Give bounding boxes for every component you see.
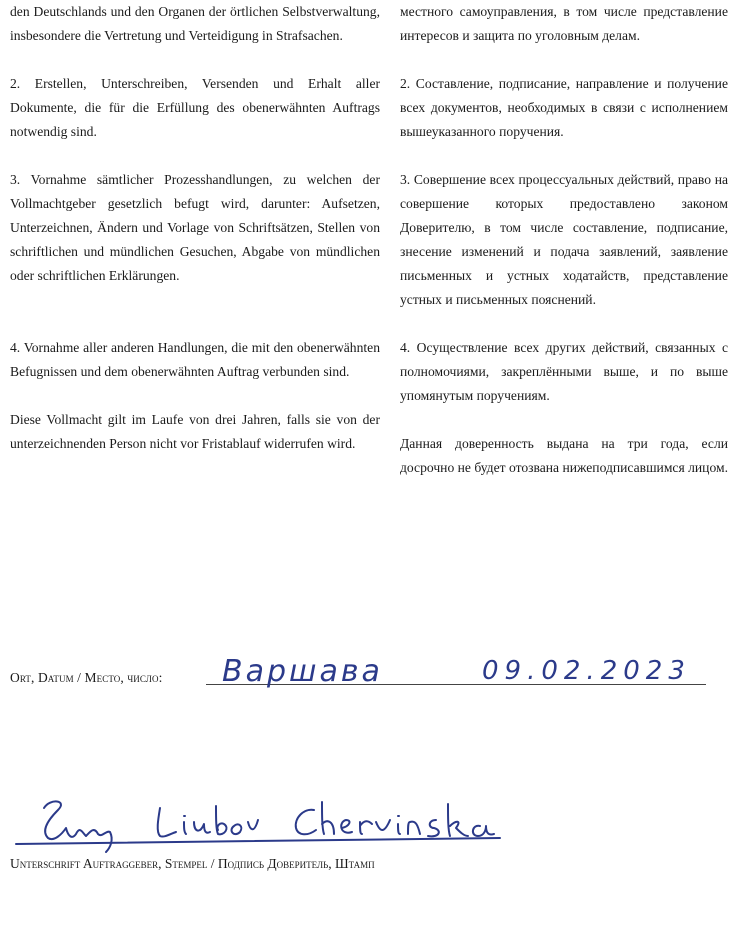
handwritten-place: Варшава bbox=[222, 654, 383, 689]
german-paragraph-4: 4. Vornahme aller anderen Handlungen, die mit den obenerwähnten Befugnissen und dem obenerwähnten Auftrag verbunden sind. bbox=[10, 340, 380, 379]
german-paragraph-5: Diese Vollmacht gilt im Laufe von drei Jahren, falls sie von der unterzeichnenden Person nicht vor Fristablauf widerrufen wird. bbox=[10, 412, 380, 451]
german-paragraph-1: den Deutschlands und den Organen der örtlichen Selbstverwaltung, insbesondere die Vertretung und Verteidigung in Strafsachen. bbox=[10, 4, 380, 43]
handwritten-signature bbox=[10, 790, 510, 856]
russian-paragraph-3: 3. Совершение всех процессуальных действий, право на совершение которых предоставлено законом Доверителю, в том числе составление, подписание, знесение изменений и подача заявлений, заявление письменных и устных ходатайств, представление устных и письменных пояснений. bbox=[400, 172, 728, 307]
place-date-label: Ort, Datum / Место, число: bbox=[10, 670, 163, 685]
signature-label: Unterschrift Auftraggeber, Stempel / Подпись Доверитель, Штамп bbox=[10, 856, 375, 871]
russian-paragraph-1: местного самоуправления, в том числе представление интересов и защита по уголовным делам. bbox=[400, 4, 728, 43]
russian-paragraph-5: Данная доверенность выдана на три года, если досрочно не будет отозвана нижеподписавшимся лицом. bbox=[400, 436, 728, 475]
german-column bbox=[10, 0, 380, 456]
signature-block bbox=[10, 790, 730, 880]
german-paragraph-3: 3. Vornahme sämtlicher Prozesshandlungen, zu welchen der Vollmachtgeber gesetzlich befugt wird, darunter: Aufsetzen, Unterzeichnen, Ändern und Vorlage von Schriftsätzen, Stellen von schriftlichen und mündlichen Gesuchen, Abgabe von mündlichen oder schriftlichen Erklärungen. bbox=[10, 172, 380, 283]
russian-column bbox=[400, 0, 728, 480]
place-date-row bbox=[10, 654, 710, 690]
russian-paragraph-4: 4. Осуществление всех других действий, связанных с полномочиями, закреплёнными выше, и по выше упомянутым поручениям. bbox=[400, 340, 728, 403]
russian-paragraph-2: 2. Составление, подписание, направление и получение всех документов, необходимых в связи с исполнением вышеуказанного поручения. bbox=[400, 76, 728, 139]
german-paragraph-2: 2. Erstellen, Unterschreiben, Versenden und Erhalt aller Dokumente, die für die Erfüllung des obenerwähnten Auftrags notwendig sind. bbox=[10, 76, 380, 139]
handwritten-date: 09.02.2023 bbox=[482, 656, 691, 686]
